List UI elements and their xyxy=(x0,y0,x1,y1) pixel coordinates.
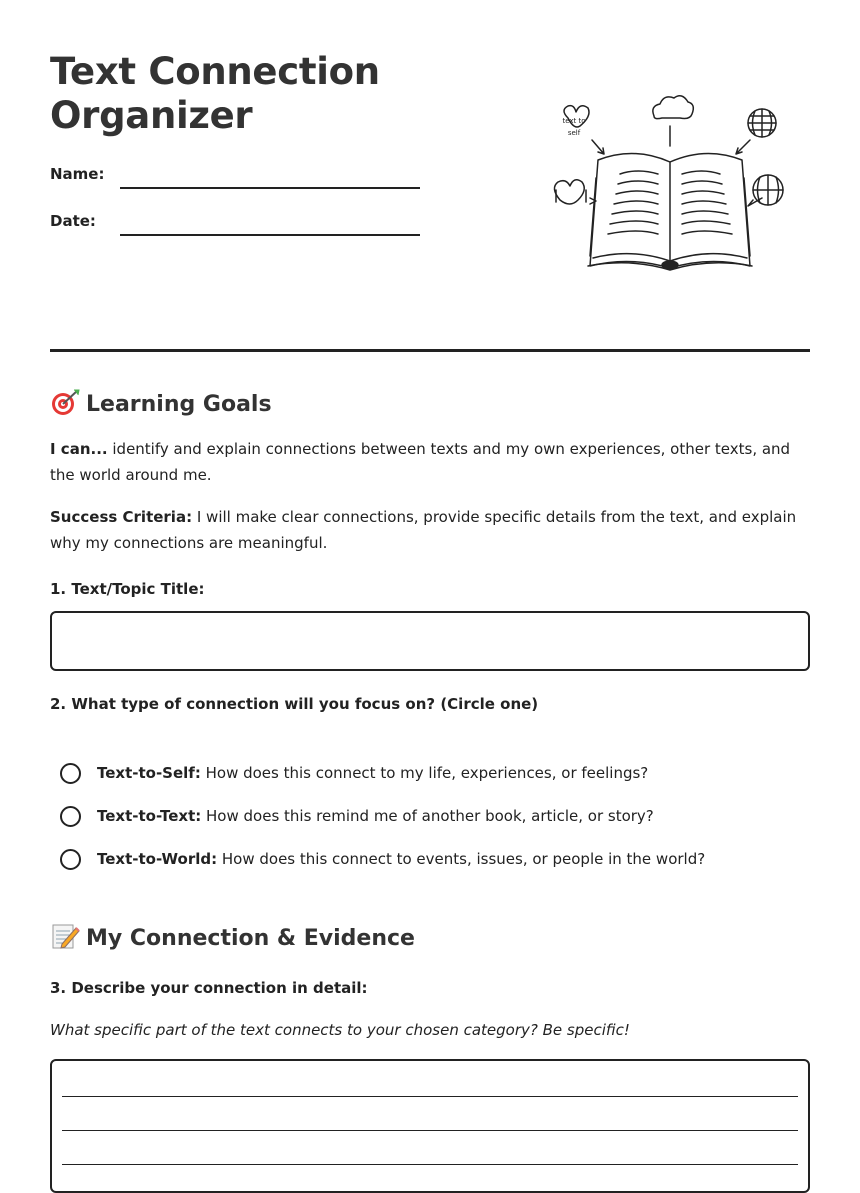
svg-text:self: self xyxy=(567,129,581,137)
title-line-2: Organizer xyxy=(50,94,253,137)
option-text-to-world[interactable] xyxy=(60,846,705,872)
question-3-label: 3. Describe your connection in detail: xyxy=(50,979,368,997)
page-title xyxy=(50,50,380,138)
writing-line xyxy=(62,1164,798,1165)
option-title: Text-to-World: xyxy=(97,850,218,868)
option-text-to-self[interactable] xyxy=(60,760,648,786)
success-criteria xyxy=(50,505,810,556)
question-1-label: 1. Text/Topic Title: xyxy=(50,580,205,598)
title-answer-box[interactable] xyxy=(50,611,810,671)
title-line-1: Text Connection xyxy=(50,50,380,93)
writing-line xyxy=(62,1096,798,1097)
memo-icon xyxy=(50,922,80,950)
success-criteria-text: I will make clear connections, provide specific details from the text, and explain why my connections are meaningful. xyxy=(50,508,797,552)
learning-goals-title: Learning Goals xyxy=(86,392,272,417)
learning-goals-heading xyxy=(50,388,272,417)
i-can-text: identify and explain connections between texts and my own experiences, other texts, and the world around me. xyxy=(50,440,791,484)
option-description: How does this remind me of another book, article, or story? xyxy=(206,807,654,825)
worksheet-page xyxy=(50,0,810,1039)
illustration-caption: text to xyxy=(562,117,586,125)
open-book-illustration xyxy=(550,88,790,278)
circle-radio[interactable] xyxy=(60,763,81,784)
option-title: Text-to-Text: xyxy=(97,807,202,825)
option-title: Text-to-Self: xyxy=(97,764,201,782)
target-icon xyxy=(50,388,80,416)
name-label: Name: xyxy=(50,165,105,183)
option-description: How does this connect to events, issues, or people in the world? xyxy=(221,850,706,868)
option-text-to-text[interactable] xyxy=(60,803,654,829)
date-field[interactable] xyxy=(120,234,420,236)
name-field[interactable] xyxy=(120,187,420,189)
option-description: How does this connect to my life, experiences, or feelings? xyxy=(205,764,649,782)
i-can-statement xyxy=(50,437,810,488)
i-can-label: I can... xyxy=(50,440,108,458)
question-2-label: 2. What type of connection will you focus on? (Circle one) xyxy=(50,695,539,713)
evidence-title: My Connection & Evidence xyxy=(86,926,415,951)
worksheet-header xyxy=(50,0,810,352)
circle-radio[interactable] xyxy=(60,849,81,870)
circle-radio[interactable] xyxy=(60,806,81,827)
connection-answer-box[interactable] xyxy=(50,1059,810,1193)
evidence-heading xyxy=(50,922,415,951)
writing-line xyxy=(62,1130,798,1131)
header-divider xyxy=(50,349,810,352)
question-3-prompt: What specific part of the text connects to your chosen category? Be specific! xyxy=(50,1021,630,1039)
success-criteria-label: Success Criteria: xyxy=(50,508,193,526)
date-label: Date: xyxy=(50,212,96,230)
